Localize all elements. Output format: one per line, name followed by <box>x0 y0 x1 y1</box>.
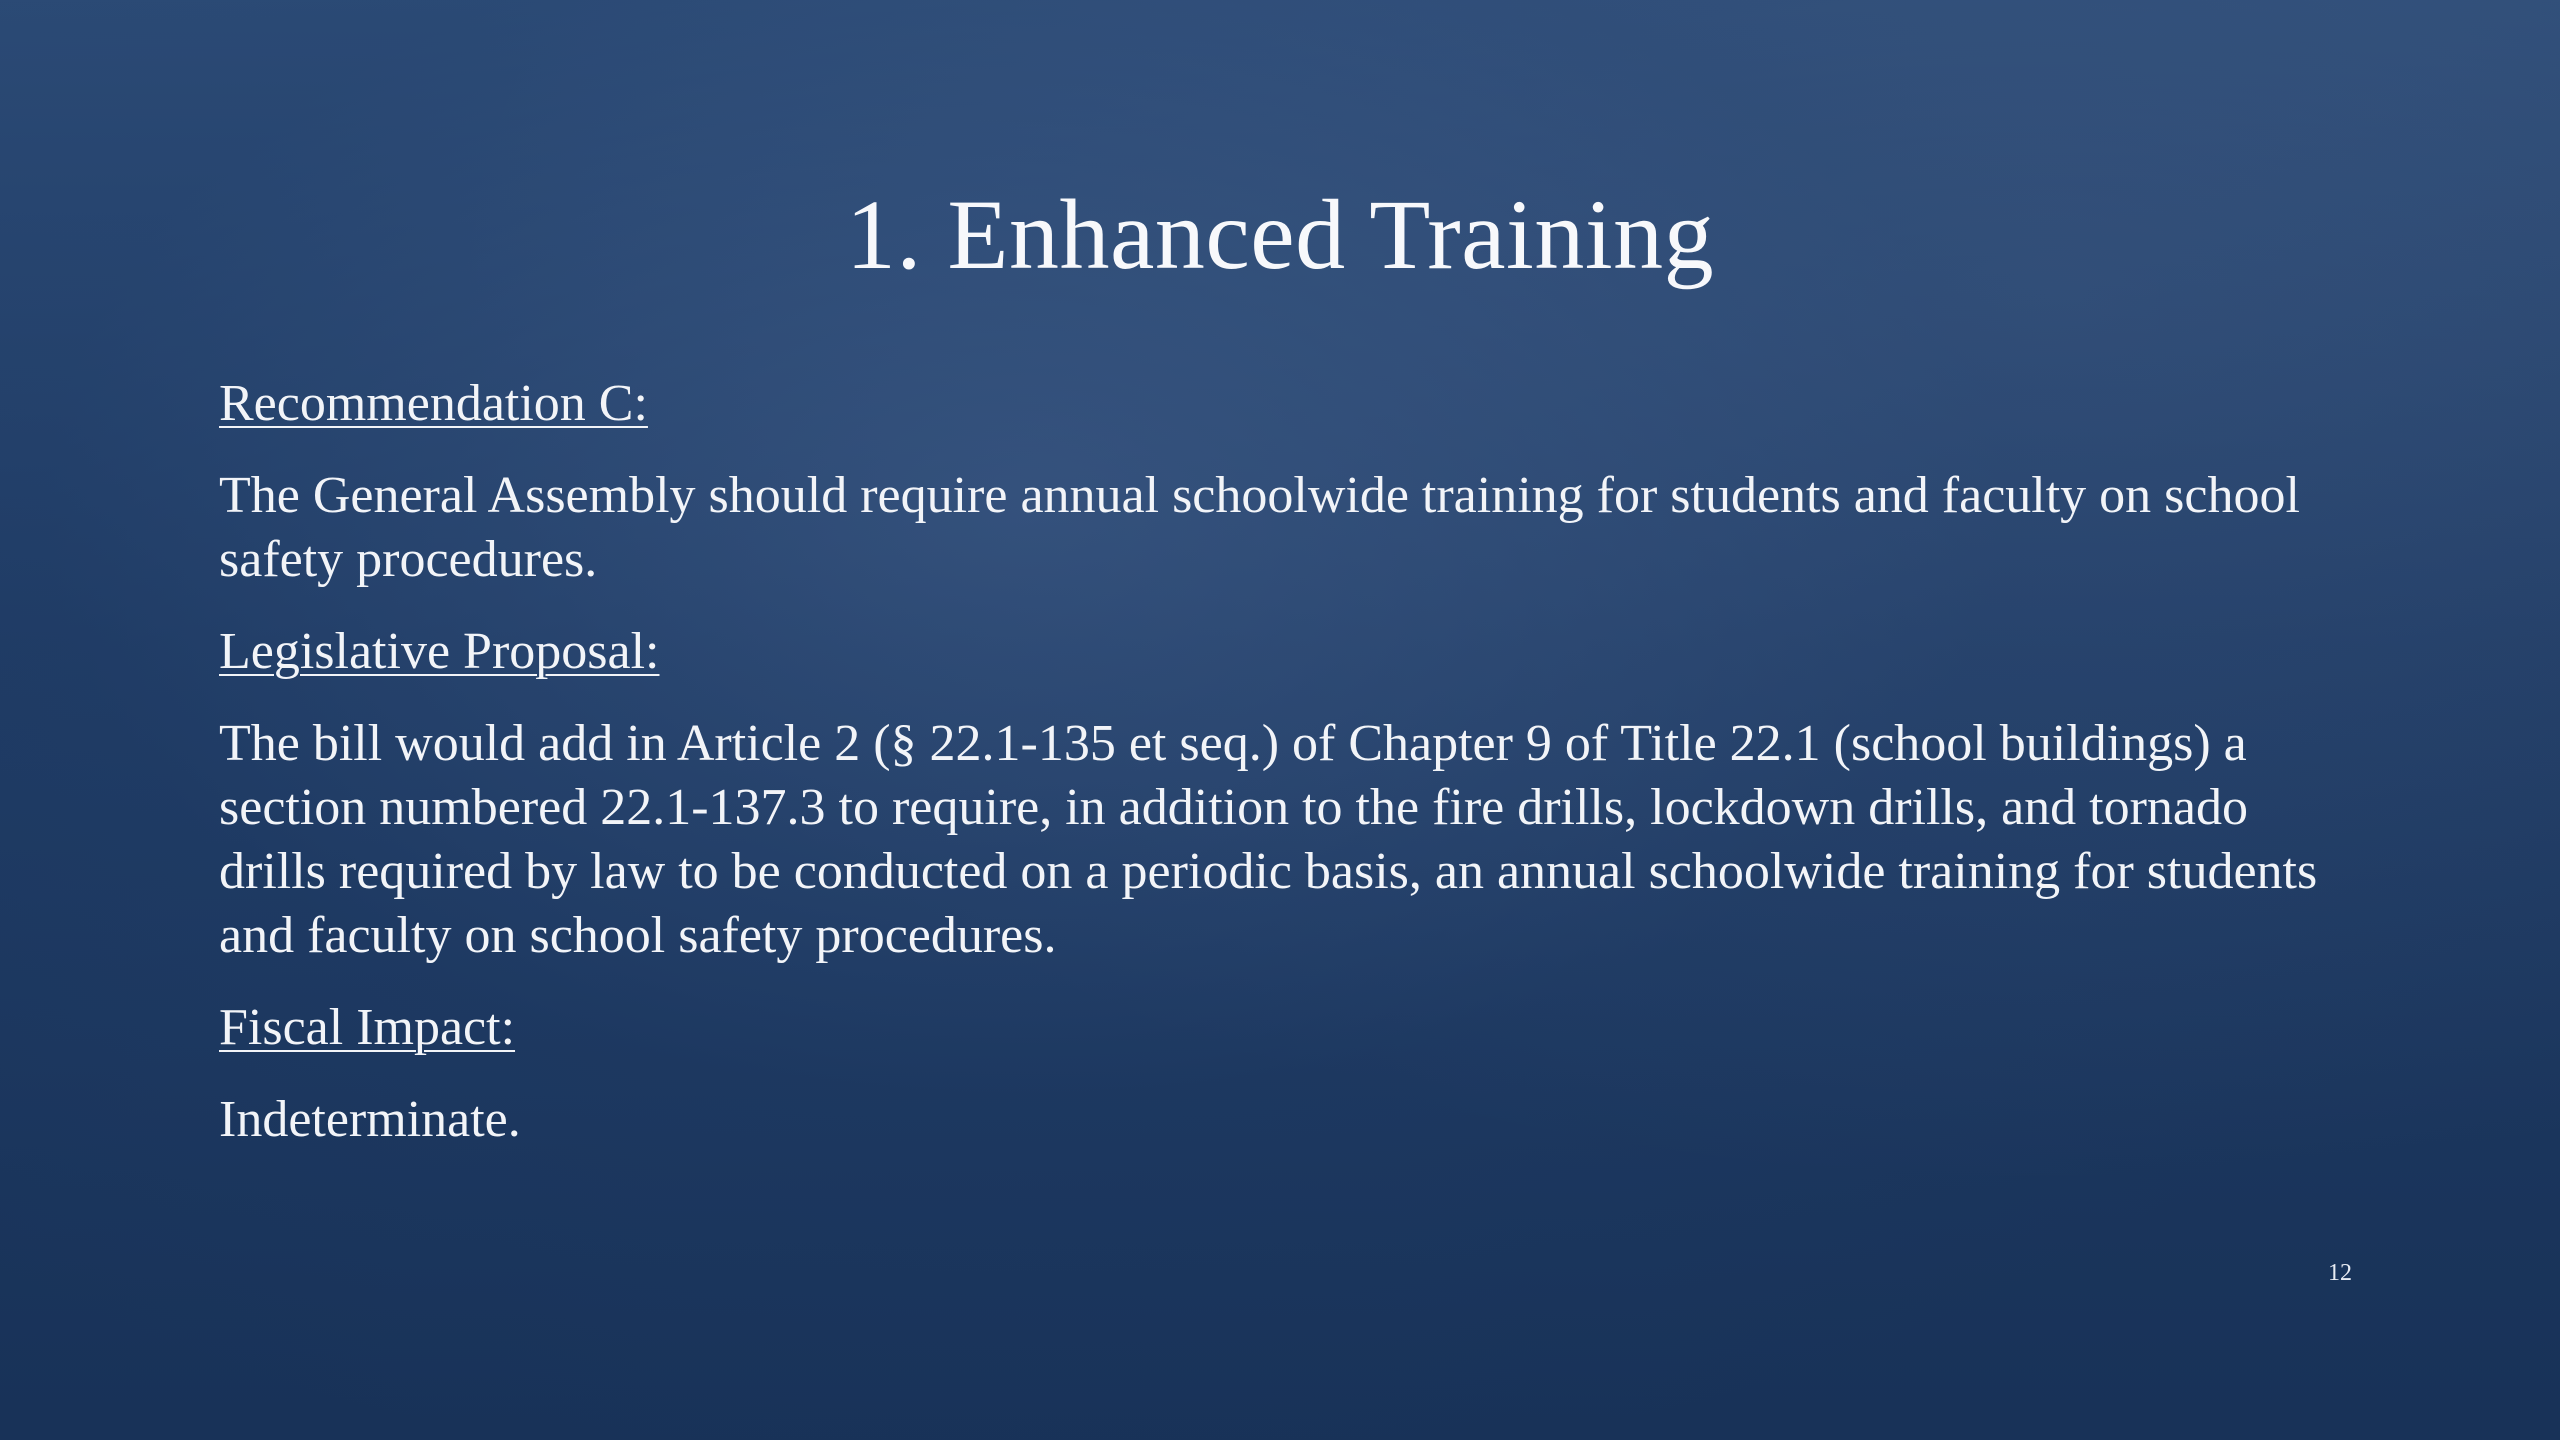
fiscal-impact-heading: Fiscal Impact: <box>219 999 516 1056</box>
fiscal-impact-text: Indeterminate. <box>219 1091 521 1148</box>
legislative-proposal-heading: Legislative Proposal: <box>219 623 660 680</box>
page-number: 12 <box>2328 1260 2352 1286</box>
legislative-proposal-text: The bill would add in Article 2 (§ 22.1-135 et seq.) of Chapter 9 of Title 22.1 (school buildings) a section numbered 22.1-137.3 to require, in addition to the fire drills, lockdown drills, and tornado drills required by law to be conducted on a periodic basis, an annual schoolwide training for students and faculty on school safety procedures. <box>219 715 2318 964</box>
recommendation-heading: Recommendation C: <box>219 375 648 432</box>
slide-title: 1. Enhanced Training <box>845 179 1715 290</box>
slide-content <box>219 372 2339 1180</box>
recommendation-text: The General Assembly should require annual schoolwide training for students and faculty on school safety procedures. <box>219 467 2300 588</box>
